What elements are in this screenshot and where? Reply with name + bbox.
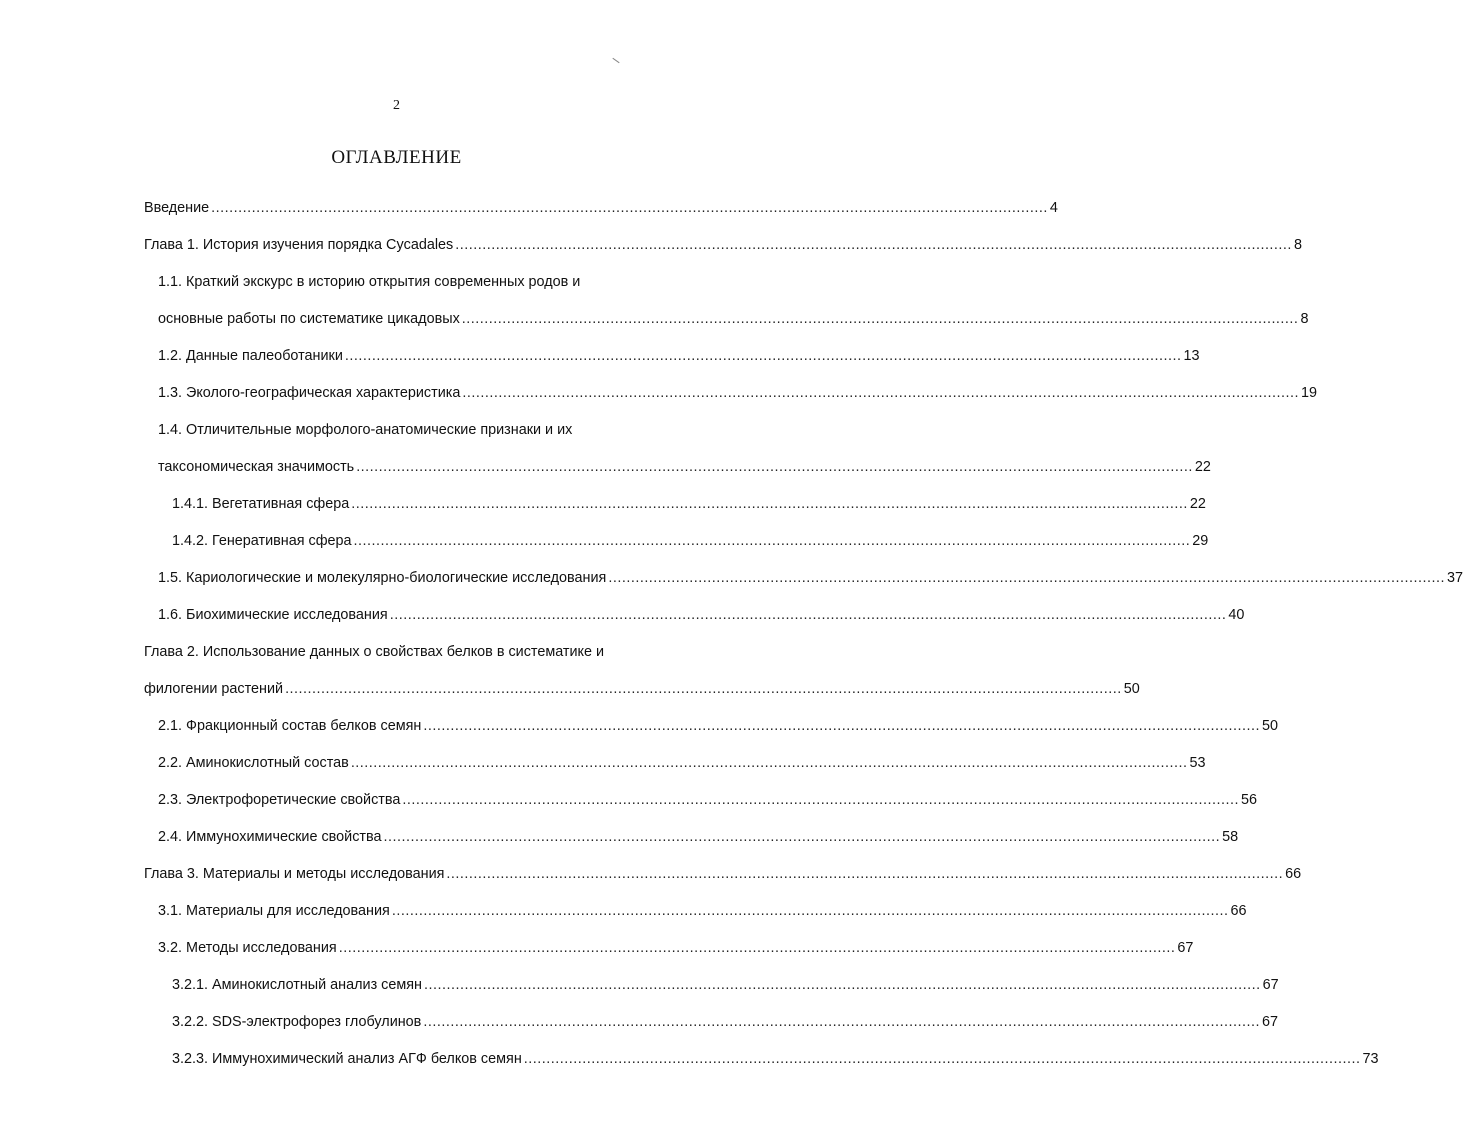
toc-leader: .......................................................................................................................................................................................... (423, 718, 1261, 734)
toc-entry-title: таксономическая значимость (158, 459, 355, 475)
toc-leader: .......................................................................................................................................................................................... (424, 977, 1261, 993)
toc-leader: .......................................................................................................................................................................................... (338, 940, 1176, 956)
toc-entry-title: 1.4.2. Генеративная сфера (172, 533, 352, 549)
toc-leader: .......................................................................................................................................................................................... (350, 755, 1188, 771)
toc-entry-page: 40 (1228, 607, 1245, 623)
toc-entry (158, 420, 689, 440)
toc-entry-page: 22 (1194, 459, 1211, 475)
toc-entry-title: 2.3. Электрофоретические свойства (158, 792, 401, 808)
toc-leader: .......................................................................................................................................................................................... (462, 385, 1300, 401)
toc-entry (158, 827, 1239, 847)
toc-entry-title: Глава 1. История изучения порядка Cycadales (144, 237, 454, 253)
toc-entry-page: 29 (1192, 533, 1209, 549)
toc-leader: .......................................................................................................................................................................................... (389, 607, 1227, 623)
toc-entry-title: 1.1. Краткий экскурс в историю открытия современных родов и (158, 274, 581, 290)
toc-entry-page: 50 (1262, 718, 1279, 734)
toc-leader: .......................................................................................................................................................................................... (455, 237, 1292, 253)
toc-entry (158, 346, 1200, 366)
toc-entry (158, 383, 1318, 403)
toc-entry-title: Глава 2. Использование данных о свойствах белков в систематике и (144, 644, 605, 660)
toc-entry-page: 4 (1049, 200, 1058, 216)
toc-leader: .......................................................................................................................................................................................... (356, 459, 1193, 475)
toc-entry (158, 753, 1206, 773)
page-number: 2 (393, 98, 400, 113)
toc-leader: .......................................................................................................................................................................................... (608, 570, 1445, 586)
toc-entry-page: 37 (1447, 570, 1463, 586)
toc-entry (158, 457, 1211, 477)
toc-entry-page: 56 (1241, 792, 1258, 808)
toc-leader: .......................................................................................................................................................................................... (353, 533, 1191, 549)
toc-entry (172, 1012, 1279, 1032)
toc-entry (144, 679, 1140, 699)
toc-entry-page: 22 (1189, 496, 1206, 512)
toc-entry-page: 8 (1293, 237, 1302, 253)
toc-leader: .......................................................................................................................................................................................... (391, 903, 1229, 919)
toc-entry (158, 272, 689, 292)
toc-entry-title: 1.5. Кариологические и молекулярно-биологические исследования (158, 570, 607, 586)
toc-leader: .......................................................................................................................................................................................... (423, 1014, 1260, 1030)
toc-entry (158, 938, 1194, 958)
toc-entry-title: 3.2.3. Иммунохимический анализ АГФ белков семян (172, 1051, 522, 1067)
toc-entry-title: 3.2.1. Аминокислотный анализ семян (172, 977, 422, 993)
toc-entry-title: 1.4.1. Вегетативная сфера (172, 496, 350, 512)
toc-entry-title: 3.2.2. SDS-электрофорез глобулинов (172, 1014, 422, 1030)
toc-entry-title: 1.4. Отличительные морфолого-анатомические признаки и их (158, 422, 573, 438)
toc-entry-page: 58 (1222, 829, 1239, 845)
toc-entry-title: 3.2. Методы исследования (158, 940, 337, 956)
toc-leader: .......................................................................................................................................................................................... (402, 792, 1240, 808)
toc-entry-title: основные работы по систематике цикадовых (158, 311, 460, 327)
toc-entry (158, 568, 1463, 588)
toc-entry-title: филогении растений (144, 681, 284, 697)
toc-entry-page: 8 (1300, 311, 1309, 327)
toc-entry (144, 864, 1302, 884)
toc-entry-page: 66 (1230, 903, 1247, 919)
toc-entry-title: 2.2. Аминокислотный состав (158, 755, 349, 771)
toc-entry-title: 3.1. Материалы для исследования (158, 903, 390, 919)
toc-leader: .......................................................................................................................................................................................... (383, 829, 1221, 845)
toc-entry-page: 19 (1301, 385, 1318, 401)
toc-entry (172, 531, 1209, 551)
toc-leader: .......................................................................................................................................................................................... (285, 681, 1122, 697)
toc-entry (158, 901, 1247, 921)
toc-entry (144, 235, 1302, 255)
toc-entry-title: Введение (144, 200, 210, 216)
toc-entry-page: 50 (1123, 681, 1140, 697)
toc-entry-title: Глава 3. Материалы и методы исследования (144, 866, 445, 882)
toc-entry-page: 73 (1362, 1051, 1379, 1067)
toc-entry (172, 1049, 1379, 1069)
scan-speck (612, 58, 619, 63)
toc-entry (158, 716, 1279, 736)
toc-entry-page: 66 (1285, 866, 1302, 882)
toc-leader: .......................................................................................................................................................................................... (351, 496, 1188, 512)
toc-entry (158, 605, 1245, 625)
toc-entry (144, 198, 1058, 218)
toc-entry-title: 1.3. Эколого-географическая характеристика (158, 385, 461, 401)
toc-entry-page: 13 (1183, 348, 1200, 364)
toc-entry (158, 309, 1309, 329)
toc-entry-page: 67 (1262, 1014, 1279, 1030)
toc-leader: .......................................................................................................................................................................................... (523, 1051, 1361, 1067)
toc-entry (172, 494, 1206, 514)
toc-entry-title: 1.2. Данные палеоботаники (158, 348, 343, 364)
page-title: ОГЛАВЛЕНИЕ (331, 147, 462, 168)
toc-entry (144, 642, 689, 662)
toc-entry-title: 2.1. Фракционный состав белков семян (158, 718, 422, 734)
toc-entry-page: 67 (1177, 940, 1194, 956)
toc-entry-page: 67 (1262, 977, 1279, 993)
toc-entry-title: 1.6. Биохимические исследования (158, 607, 388, 623)
toc-leader: .......................................................................................................................................................................................... (446, 866, 1284, 882)
toc-leader: .......................................................................................................................................................................................... (211, 200, 1048, 216)
toc-entry (158, 790, 1258, 810)
toc-leader: .......................................................................................................................................................................................... (344, 348, 1182, 364)
toc-entry-title: 2.4. Иммунохимические свойства (158, 829, 382, 845)
toc-entry-page: 53 (1189, 755, 1206, 771)
toc-entry (172, 975, 1279, 995)
toc-leader: .......................................................................................................................................................................................... (461, 311, 1299, 327)
